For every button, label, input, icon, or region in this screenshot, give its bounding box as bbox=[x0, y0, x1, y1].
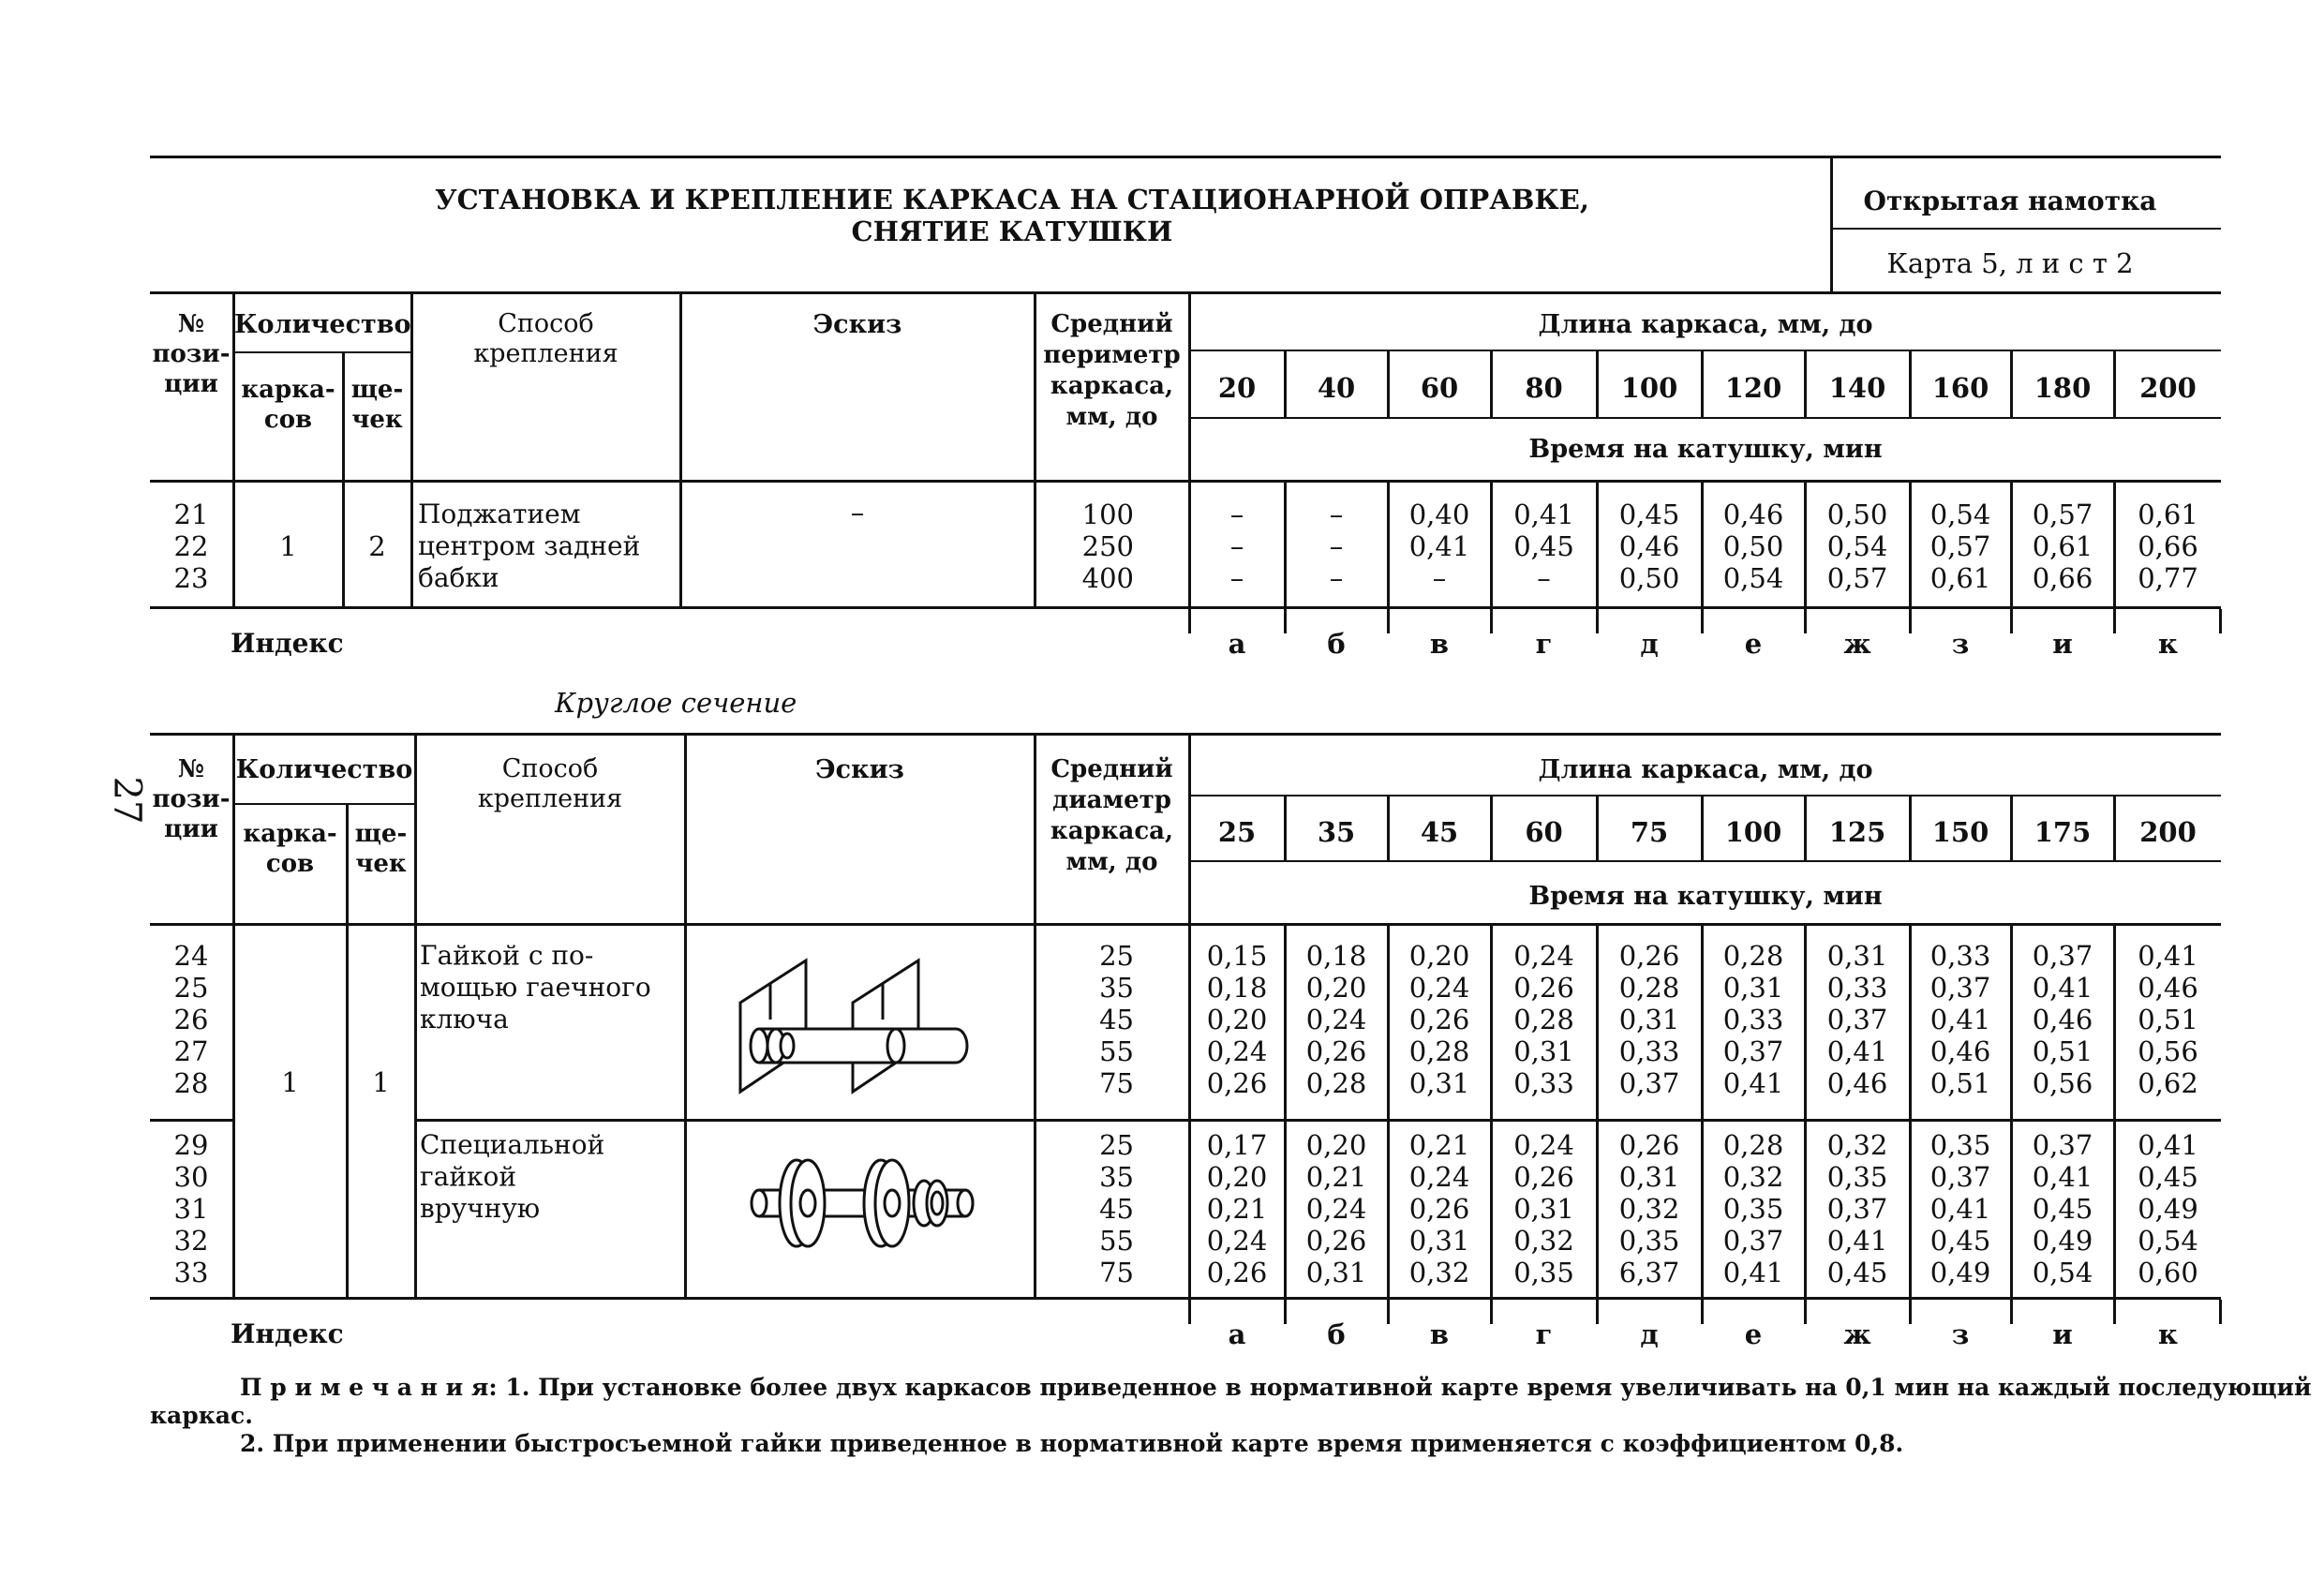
table2-vline bbox=[414, 733, 417, 1297]
table2-group1-positions: 24 25 26 27 28 bbox=[173, 940, 209, 1099]
table2-index: и bbox=[2052, 1318, 2073, 1350]
table1-length: 100 bbox=[1620, 372, 1678, 404]
table1-length: 200 bbox=[2139, 372, 2197, 404]
note-1-text: 1. При установке более двух каркасов приведенное в нормативной карте время увеличивать на 0,1 мин на каждый последующий bbox=[505, 1374, 2312, 1401]
table2-length: 35 bbox=[1317, 816, 1356, 848]
table2-index: к bbox=[2158, 1318, 2178, 1350]
table1-value-col: 0,40 0,41 – bbox=[1408, 499, 1470, 594]
table2-index: а bbox=[1228, 1318, 1246, 1350]
table2-header-qty: Количество bbox=[235, 755, 413, 784]
table2-length: 175 bbox=[2034, 816, 2092, 848]
table1-index-label: Индекс bbox=[231, 628, 344, 659]
table2-frames: 1 bbox=[281, 1066, 299, 1098]
table1-frames: 1 bbox=[279, 530, 297, 562]
table1-header-length: Длина каркаса, мм, до bbox=[1538, 310, 1873, 339]
table2-value-col: 0,41 0,46 0,51 0,56 0,62 bbox=[2138, 940, 2198, 1099]
table1-header-sketch: Эскиз bbox=[812, 310, 902, 339]
table1-positions: 21 22 23 bbox=[173, 499, 209, 594]
table1-length: 120 bbox=[1724, 372, 1782, 404]
table1-length: 160 bbox=[1931, 372, 1989, 404]
table2-value-col: 0,41 0,45 0,49 0,54 0,60 bbox=[2138, 1129, 2198, 1288]
table2-value-col: 0,37 0,41 0,45 0,49 0,54 bbox=[2032, 1129, 2093, 1288]
table2-value-col: 0,26 0,31 0,32 0,35 6,37 bbox=[1618, 1129, 1680, 1288]
table1-index: ж bbox=[1843, 628, 1871, 660]
table1-value-col: – – – bbox=[1229, 499, 1244, 594]
table1-header-time: Время на катушку, мин bbox=[1528, 435, 1883, 464]
table1-length: 60 bbox=[1420, 372, 1459, 404]
table1-index: е bbox=[1744, 628, 1763, 660]
table1-index: а bbox=[1228, 628, 1246, 660]
table2-group2-method: Специальной гайкой вручную bbox=[420, 1129, 605, 1224]
table2-index: е bbox=[1744, 1318, 1763, 1350]
table2-index: г bbox=[1535, 1318, 1553, 1350]
table2-value-col: 0,26 0,28 0,31 0,33 0,37 bbox=[1618, 940, 1680, 1099]
table1-length: 180 bbox=[2034, 372, 2092, 404]
table2-header-method: Способ крепления bbox=[477, 754, 623, 813]
table1-header-param: Средний периметр каркаса, мм, до bbox=[1043, 310, 1181, 431]
table2-header-qty-frames: карка- сов bbox=[243, 820, 337, 878]
table2-length: 125 bbox=[1828, 816, 1886, 848]
table2-index: ж bbox=[1843, 1318, 1871, 1350]
table1-header-qty: Количество bbox=[234, 310, 411, 339]
note-1-continued: каркас. bbox=[150, 1402, 253, 1429]
header-mid-rule bbox=[1832, 228, 2221, 230]
table2-value-col: 0,28 0,32 0,35 0,37 0,41 bbox=[1722, 1129, 1784, 1288]
table2-group2-params: 25 35 45 55 75 bbox=[1099, 1129, 1134, 1288]
table1-params: 100 250 400 bbox=[1081, 499, 1134, 594]
table2-group1-params: 25 35 45 55 75 bbox=[1099, 940, 1134, 1099]
table2-index: в bbox=[1429, 1318, 1450, 1350]
table1-header-qty-frames: карка- сов bbox=[241, 376, 335, 434]
table1-method: Поджатием центром задней бабки bbox=[418, 499, 641, 593]
table2-index: б bbox=[1327, 1318, 1346, 1350]
mandrel-wrench-nut-icon bbox=[731, 946, 993, 1106]
table1-value-col: 0,45 0,46 0,50 bbox=[1618, 499, 1680, 594]
table2-header-qty-cheeks: ще- чек bbox=[354, 820, 408, 878]
table2-length-rule bbox=[1188, 795, 2221, 796]
table1-value-col: – – – bbox=[1329, 499, 1344, 594]
table2-length: 25 bbox=[1217, 816, 1257, 848]
table2-cheeks: 1 bbox=[372, 1066, 390, 1098]
table1-length: 40 bbox=[1317, 372, 1356, 404]
table2-value-col: 0,18 0,20 0,24 0,26 0,28 bbox=[1305, 940, 1367, 1099]
table2-value-col: 0,28 0,31 0,33 0,37 0,41 bbox=[1722, 940, 1784, 1099]
table1-top-rule bbox=[150, 291, 2221, 294]
notes-lead bbox=[240, 1372, 2312, 1404]
table2-index: з bbox=[1951, 1318, 1970, 1350]
table1-length-rule bbox=[1188, 350, 2221, 351]
table1-time-rule bbox=[1188, 417, 2221, 419]
table1-header-method: Способ крепления bbox=[473, 309, 618, 368]
table1-value-col: 0,57 0,61 0,66 bbox=[2032, 499, 2093, 594]
table2-time-rule bbox=[1188, 860, 2221, 862]
header-top-rule bbox=[150, 156, 2221, 158]
page-number: 27 bbox=[105, 776, 149, 825]
table2-group-divider-left bbox=[150, 1119, 232, 1122]
table2-value-col: 0,17 0,20 0,21 0,24 0,26 bbox=[1206, 1129, 1268, 1288]
table2-group2-positions: 29 30 31 32 33 bbox=[173, 1129, 209, 1288]
table1-length: 140 bbox=[1828, 372, 1886, 404]
table1-value-col: 0,61 0,66 0,77 bbox=[2138, 499, 2198, 594]
table1-index: в bbox=[1429, 628, 1450, 660]
table2-length: 75 bbox=[1630, 816, 1669, 848]
table2-top-rule bbox=[150, 733, 2221, 736]
table1-length: 80 bbox=[1525, 372, 1563, 404]
table1-index: к bbox=[2158, 628, 2178, 660]
table1-length: 20 bbox=[1217, 372, 1257, 404]
table2-vline bbox=[684, 733, 687, 1297]
section-caption: Круглое сечение bbox=[555, 687, 797, 719]
table2-vline bbox=[232, 733, 235, 1297]
table1-index: и bbox=[2052, 628, 2073, 660]
table1-qty-rule bbox=[232, 351, 410, 353]
table2-value-col: 0,33 0,37 0,41 0,46 0,51 bbox=[1929, 940, 1991, 1099]
table2-group1-method: Гайкой с по- мощью гаечного ключа bbox=[420, 940, 651, 1035]
table2-value-col: 0,31 0,33 0,37 0,41 0,46 bbox=[1826, 940, 1888, 1099]
table1-index: б bbox=[1327, 628, 1346, 660]
table1-header-pos: № пози- ции bbox=[152, 310, 231, 398]
page-title-line2: СНЯТИЕ КАТУШКИ bbox=[851, 216, 1173, 247]
table1-value-col: 0,46 0,50 0,54 bbox=[1722, 499, 1784, 594]
table1-index: д bbox=[1640, 628, 1659, 660]
notes-lead-label: П р и м е ч а н и я: bbox=[240, 1374, 498, 1401]
table2-length: 100 bbox=[1724, 816, 1782, 848]
table2-length: 200 bbox=[2139, 816, 2197, 848]
mandrel-hand-nut-icon bbox=[740, 1145, 984, 1258]
table1-value-col: 0,41 0,45 – bbox=[1513, 499, 1574, 594]
table2-value-col: 0,20 0,24 0,26 0,28 0,31 bbox=[1408, 940, 1470, 1099]
page-title-line1: УСТАНОВКА И КРЕПЛЕНИЕ КАРКАСА НА СТАЦИОНАРНОЙ ОПРАВКЕ, bbox=[435, 184, 1589, 216]
table2-length: 60 bbox=[1525, 816, 1563, 848]
table2-value-col: 0,24 0,26 0,28 0,31 0,33 bbox=[1513, 940, 1574, 1099]
table2-header-time: Время на катушку, мин bbox=[1528, 882, 1883, 911]
table1-cheeks: 2 bbox=[368, 530, 386, 562]
table2-length: 150 bbox=[1931, 816, 1989, 848]
card-number: Карта 5, л и с т 2 bbox=[1886, 247, 2134, 279]
table1-index: г bbox=[1535, 628, 1553, 660]
table2-qty-rule bbox=[232, 803, 414, 805]
table2-index-label: Индекс bbox=[231, 1318, 344, 1349]
table2-header-length: Длина каркаса, мм, до bbox=[1538, 755, 1873, 784]
table1-value-col: 0,54 0,57 0,61 bbox=[1929, 499, 1991, 594]
table2-length: 45 bbox=[1420, 816, 1459, 848]
table1-header-qty-cheeks: ще- чек bbox=[350, 376, 404, 434]
table2-header-pos: № пози- ции bbox=[152, 755, 231, 843]
table2-value-col: 0,21 0,24 0,26 0,31 0,32 bbox=[1408, 1129, 1470, 1288]
table1-sketch: – bbox=[850, 497, 865, 529]
table1-value-col: 0,50 0,54 0,57 bbox=[1826, 499, 1888, 594]
note-2: 2. При применении быстросъемной гайки приведенное в нормативной карте время применяется с коэффициентом 0,8. bbox=[240, 1430, 1904, 1457]
table2-header-sketch: Эскиз bbox=[815, 755, 904, 784]
winding-type: Открытая намотка bbox=[1863, 186, 2157, 216]
table2-value-col: 0,24 0,26 0,31 0,32 0,35 bbox=[1513, 1129, 1574, 1288]
table2-value-col: 0,37 0,41 0,46 0,51 0,56 bbox=[2032, 940, 2093, 1099]
table1-index: з bbox=[1951, 628, 1970, 660]
table2-value-col: 0,15 0,18 0,20 0,24 0,26 bbox=[1206, 940, 1268, 1099]
table2-value-col: 0,35 0,37 0,41 0,45 0,49 bbox=[1929, 1129, 1991, 1288]
table2-index: д bbox=[1640, 1318, 1659, 1350]
table2-value-col: 0,20 0,21 0,24 0,26 0,31 bbox=[1305, 1129, 1367, 1288]
table2-header-param: Средний диаметр каркаса, мм, до bbox=[1050, 755, 1174, 876]
table2-value-col: 0,32 0,35 0,37 0,41 0,45 bbox=[1826, 1129, 1888, 1288]
